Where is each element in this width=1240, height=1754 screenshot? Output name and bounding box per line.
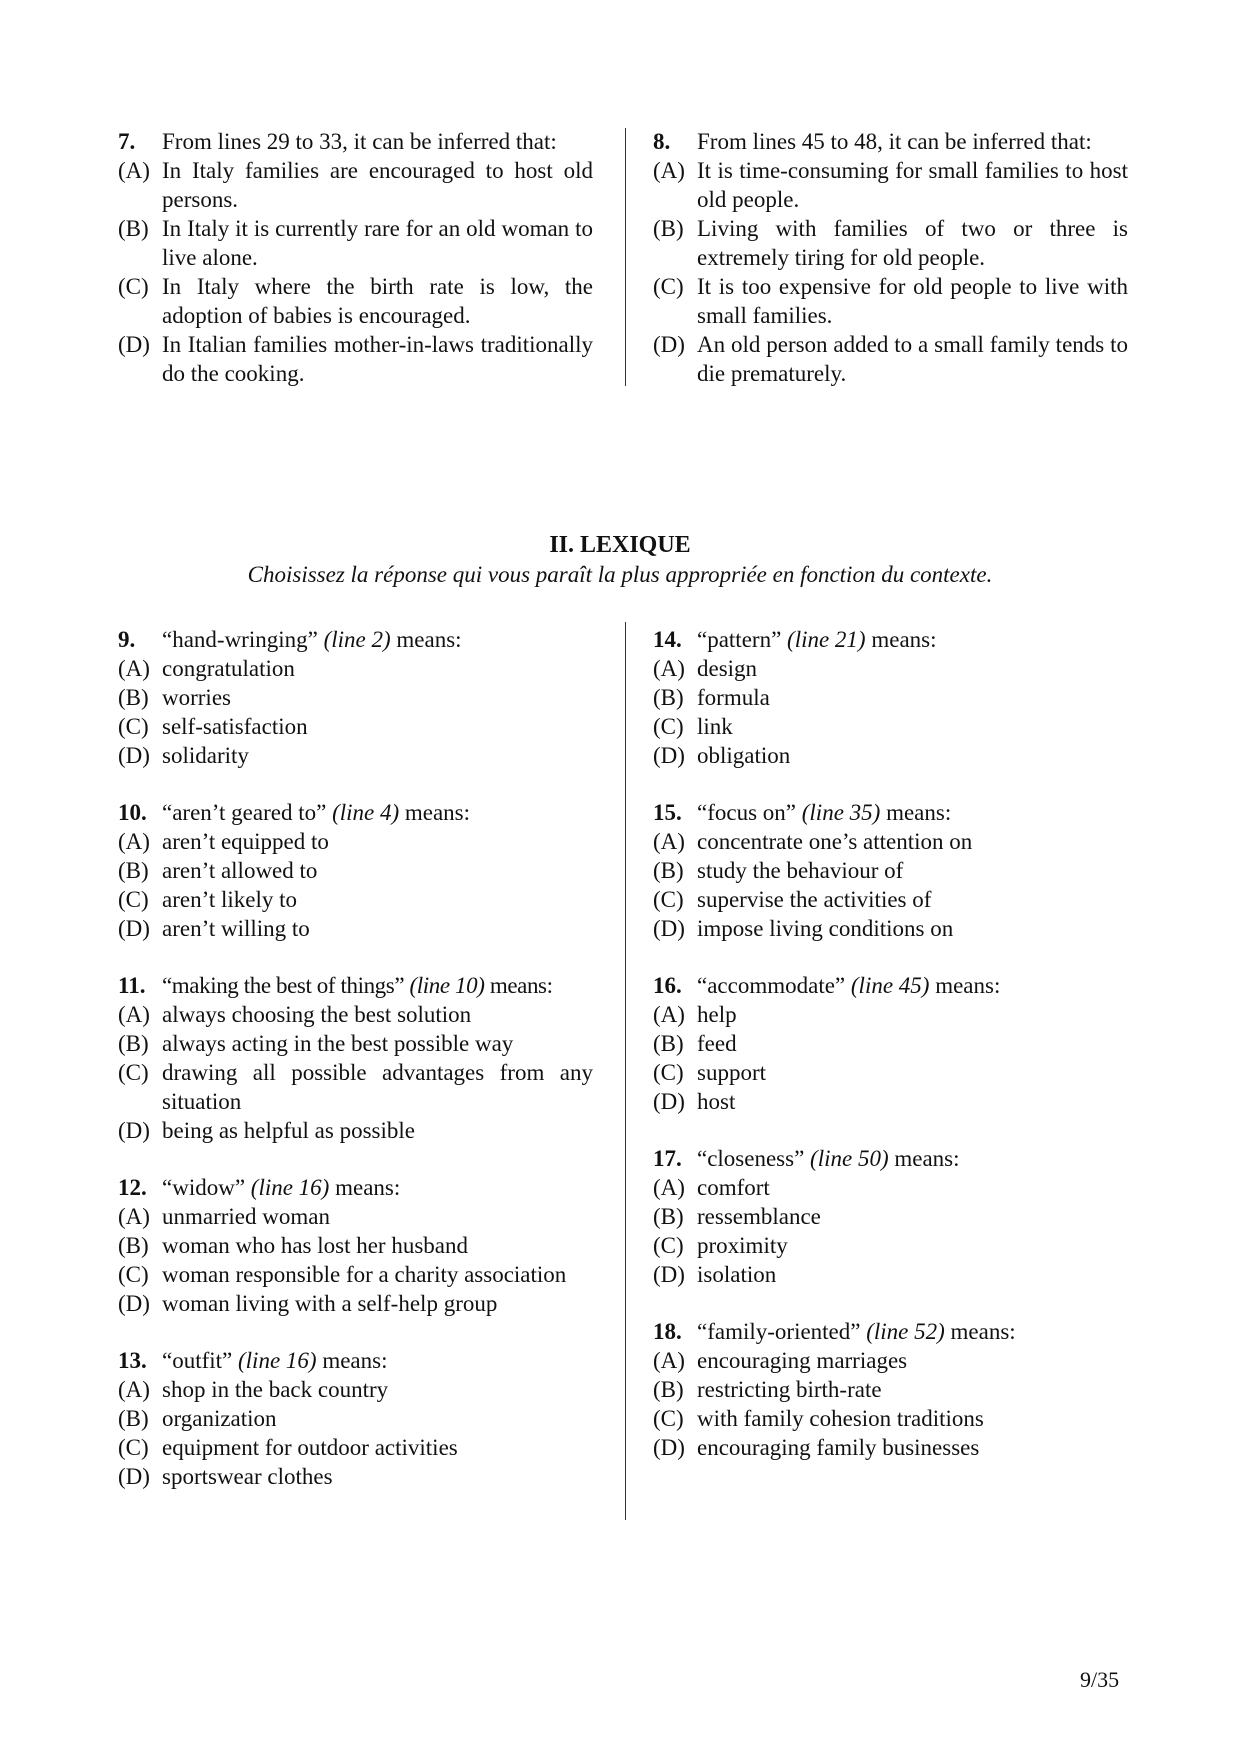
question-18 (653, 1317, 1128, 1462)
option-a: (A) concentrate one’s attention on (653, 829, 973, 854)
option-a: (A) It is time-consuming for small families to host old people. (653, 158, 1128, 212)
question-stem: “focus on” (line 35) means: (697, 800, 952, 825)
option-c: (C) In Italy where the birth rate is low, the adoption of babies is encouraged. (118, 274, 593, 328)
option-c: (C) self-satisfaction (118, 714, 308, 739)
section-title: II. LEXIQUE (549, 532, 691, 558)
question-number: 10. (118, 800, 147, 825)
question-number: 7. (118, 129, 136, 154)
option-a: (A) always choosing the best solution (118, 1002, 472, 1027)
page-number: 9/35 (1080, 1667, 1120, 1692)
question-stem: “pattern” (line 21) means: (697, 627, 937, 652)
option-d: (D) isolation (653, 1262, 777, 1287)
question-8 (653, 127, 1128, 388)
question-stem: “outfit” (line 16) means: (162, 1348, 388, 1373)
question-stem: From lines 45 to 48, it can be inferred that: (697, 129, 1092, 154)
question-12 (118, 1173, 593, 1318)
option-b: (B) Living with families of two or three is extremely tiring for old people. (653, 216, 1128, 270)
question-number: 8. (653, 129, 671, 154)
option-a: (A) comfort (653, 1175, 770, 1200)
question-stem: “widow” (line 16) means: (162, 1175, 401, 1200)
question-number: 15. (653, 800, 682, 825)
option-d: (D) host (653, 1089, 736, 1114)
option-d: (D) sportswear clothes (118, 1464, 333, 1489)
question-14 (653, 625, 1128, 770)
column-divider-top (625, 128, 626, 386)
option-d: (D) obligation (653, 743, 791, 768)
option-a: (A) design (653, 656, 758, 681)
question-16 (653, 971, 1128, 1116)
question-number: 13. (118, 1348, 147, 1373)
option-d: (D) impose living conditions on (653, 916, 954, 941)
option-d: (D) woman living with a self-help group (118, 1291, 498, 1316)
option-b: (B) study the behaviour of (653, 858, 904, 883)
option-c: (C) equipment for outdoor activities (118, 1435, 458, 1460)
question-stem: “accommodate” (line 45) means: (697, 973, 1001, 998)
question-number: 11. (118, 973, 146, 998)
option-a: (A) encouraging marriages (653, 1348, 908, 1373)
question-number: 14. (653, 627, 682, 652)
column-divider-bottom (625, 622, 626, 1520)
question-13 (118, 1346, 593, 1491)
option-b: (B) always acting in the best possible way (118, 1031, 514, 1056)
question-number: 12. (118, 1175, 147, 1200)
top-left-column (118, 127, 593, 416)
option-b: (B) In Italy it is currently rare for an old woman to live alone. (118, 216, 593, 270)
question-stem: “closeness” (line 50) means: (697, 1146, 960, 1171)
question-17 (653, 1144, 1128, 1289)
question-stem: “making the best of things” (line 10) means: (162, 973, 553, 998)
option-b: (B) woman who has lost her husband (118, 1233, 468, 1258)
question-7 (118, 127, 593, 388)
top-right-column (653, 127, 1128, 416)
option-a: (A) congratulation (118, 656, 295, 681)
option-a: (A) In Italy families are encouraged to host old persons. (118, 158, 593, 212)
question-number: 17. (653, 1146, 682, 1171)
option-d: (D) In Italian families mother-in-laws traditionally do the cooking. (118, 332, 593, 386)
option-b: (B) feed (653, 1031, 737, 1056)
bottom-left-column (118, 625, 593, 1519)
option-d: (D) An old person added to a small family tends to die prematurely. (653, 332, 1128, 386)
option-c: (C) aren’t likely to (118, 887, 297, 912)
question-11 (118, 971, 593, 1145)
option-c: (C) with family cohesion traditions (653, 1406, 984, 1431)
option-a: (A) shop in the back country (118, 1377, 389, 1402)
option-b: (B) worries (118, 685, 231, 710)
question-stem: From lines 29 to 33, it can be inferred that: (162, 129, 557, 154)
option-c: (C) woman responsible for a charity association (118, 1262, 567, 1287)
question-10 (118, 798, 593, 943)
option-c: (C) drawing all possible advantages from any situation (118, 1060, 593, 1114)
question-9 (118, 625, 593, 770)
option-b: (B) formula (653, 685, 770, 710)
option-b: (B) restricting birth-rate (653, 1377, 882, 1402)
option-c: (C) supervise the activities of (653, 887, 932, 912)
option-a: (A) unmarried woman (118, 1204, 330, 1229)
option-b: (B) ressemblance (653, 1204, 821, 1229)
option-d: (D) aren’t willing to (118, 916, 310, 941)
option-b: (B) organization (118, 1406, 277, 1431)
question-number: 9. (118, 627, 136, 652)
question-stem: “aren’t geared to” (line 4) means: (162, 800, 471, 825)
question-number: 16. (653, 973, 682, 998)
bottom-right-column (653, 625, 1128, 1490)
option-c: (C) link (653, 714, 733, 739)
question-number: 18. (653, 1319, 682, 1344)
option-c: (C) It is too expensive for old people to live with small families. (653, 274, 1128, 328)
option-c: (C) support (653, 1060, 766, 1085)
section-instructions: Choisissez la réponse qui vous paraît la plus appropriée en fonction du contexte. (247, 562, 993, 587)
option-a: (A) aren’t equipped to (118, 829, 329, 854)
option-a: (A) help (653, 1002, 737, 1027)
question-stem: “family-oriented” (line 52) means: (697, 1319, 1016, 1344)
question-15 (653, 798, 1128, 943)
option-b: (B) aren’t allowed to (118, 858, 318, 883)
option-d: (D) solidarity (118, 743, 249, 768)
option-d: (D) being as helpful as possible (118, 1118, 415, 1143)
question-stem: “hand-wringing” (line 2) means: (162, 627, 462, 652)
option-d: (D) encouraging family businesses (653, 1435, 980, 1460)
option-c: (C) proximity (653, 1233, 788, 1258)
